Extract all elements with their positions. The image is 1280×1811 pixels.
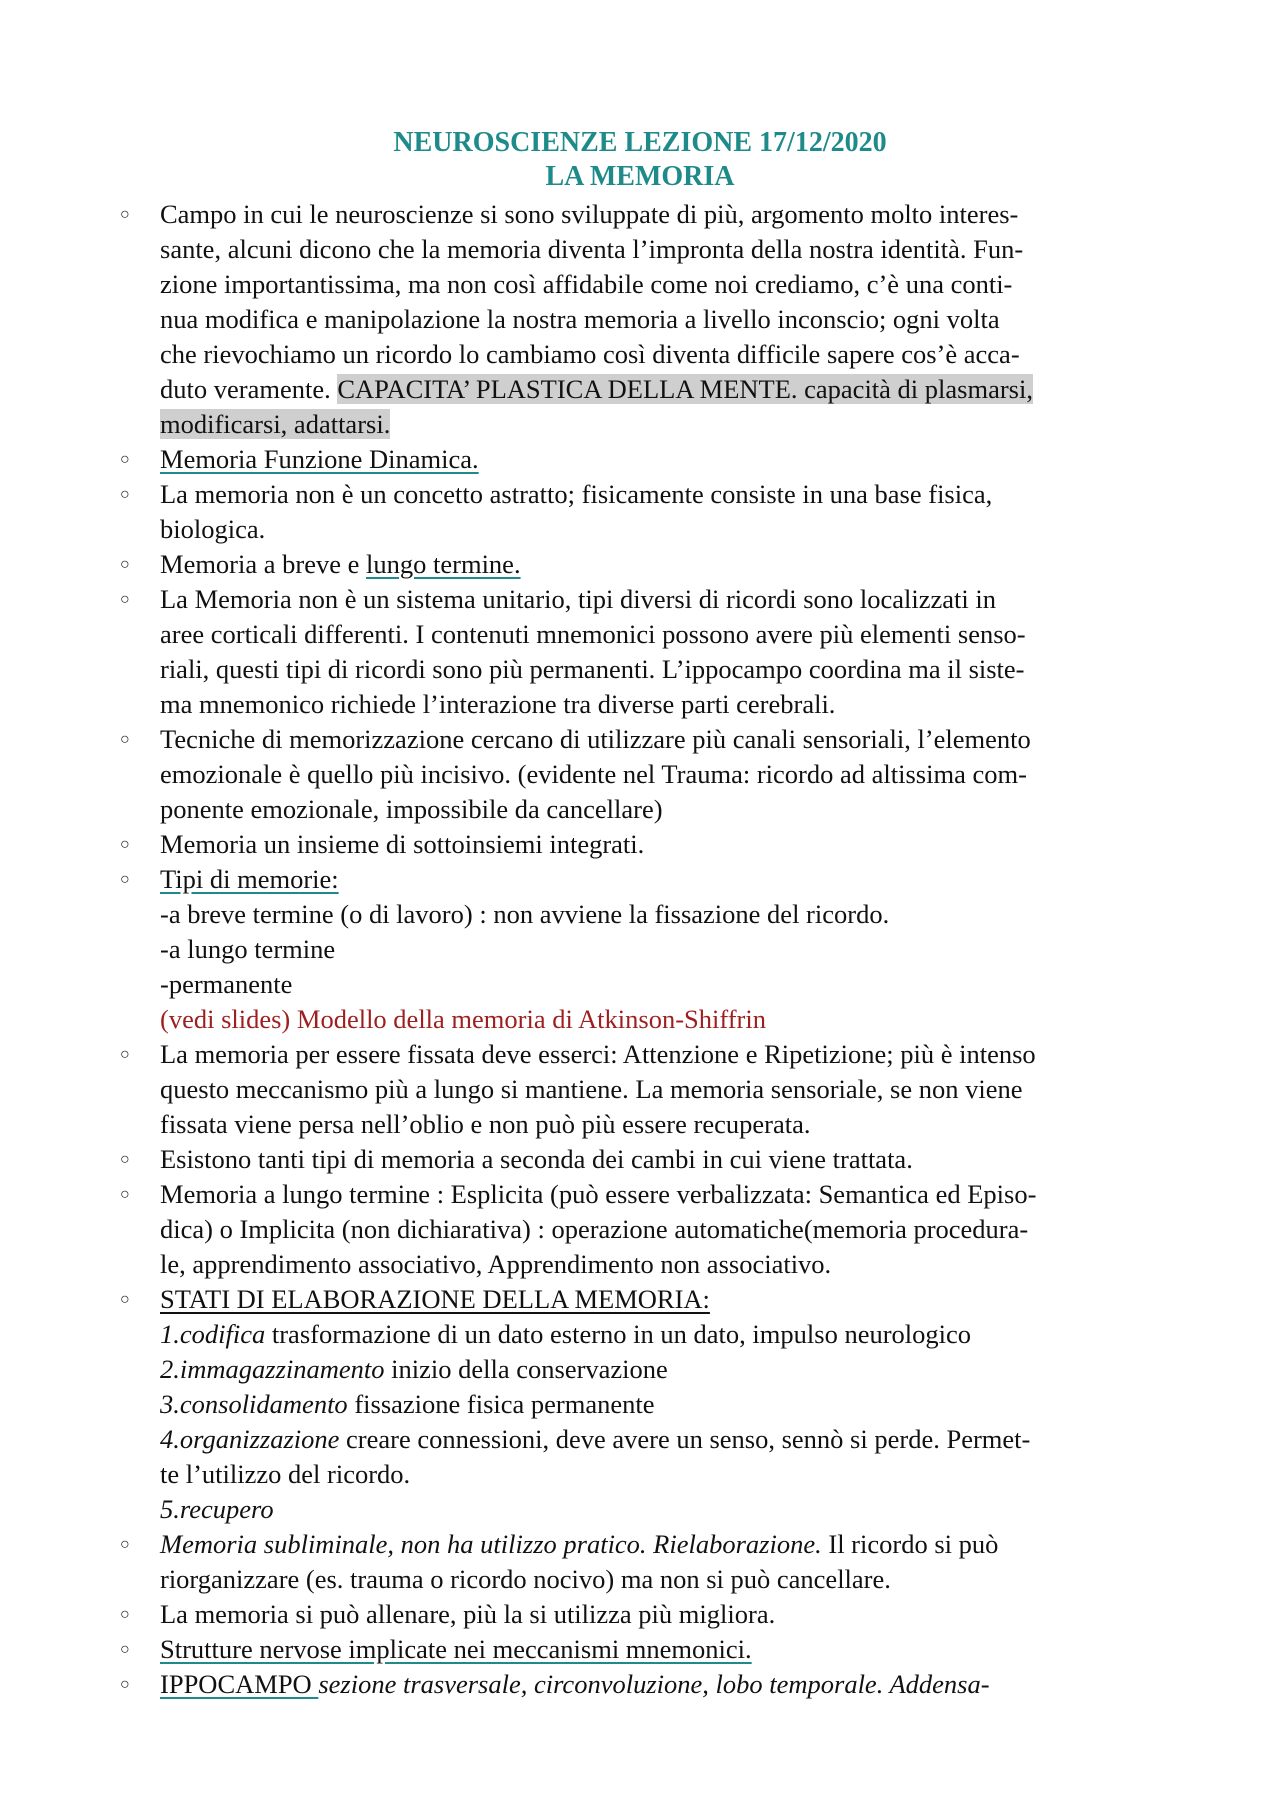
text-line [160,1422,1160,1457]
text-line [160,1352,1160,1387]
text-line [160,1667,1160,1702]
text-line [160,1282,1160,1317]
circle-bullet-icon: ○ [120,1291,130,1308]
circle-bullet-icon: ○ [120,836,130,853]
list-item [0,862,1160,1037]
italic-term: 3.consolidamento [160,1389,348,1419]
text-line [160,407,1160,442]
circle-bullet-icon: ○ [120,556,130,573]
underlined-heading: IPPOCAMPO [160,1669,319,1699]
list-item [0,1282,1160,1527]
text-line [160,1527,1160,1562]
text-fragment: creare connessioni, deve avere un senso, sennò si perde. Permet- [339,1424,1031,1454]
list-item [0,1632,1160,1667]
text-line [160,372,1160,407]
circle-bullet-icon: ○ [120,731,130,748]
text-line: Memoria un insieme di sottoinsiemi integrati. [160,829,645,859]
list-item [0,547,1160,582]
circle-bullet-icon: ○ [120,1536,130,1553]
text-line: Tecniche di memorizzazione cercano di utilizzare più canali sensoriali, l’elemento [160,724,1031,754]
text-fragment: trasformazione di un dato esterno in un dato, impulso neurologico [265,1319,972,1349]
page-subtitle: LA MEMORIA [545,161,735,192]
text-line: Esistono tanti tipi di memoria a seconda dei cambi in cui viene trattata. [160,1144,913,1174]
text-fragment: inizio della conservazione [384,1354,668,1384]
circle-bullet-icon: ○ [120,1186,130,1203]
circle-bullet-icon: ○ [120,206,130,223]
highlighted-text: modificarsi, adattarsi. [160,409,391,439]
circle-bullet-icon: ○ [120,1151,130,1168]
text-line: nua modifica e manipolazione la nostra memoria a livello inconscio; ogni volta [160,304,1000,334]
list-item [0,442,1160,477]
circle-bullet-icon: ○ [120,1676,130,1693]
underlined-heading: Tipi di memorie: [160,864,339,894]
text-fragment: Il ricordo si può [821,1529,999,1559]
text-line: emozionale è quello più incisivo. (evidente nel Trauma: ricordo ad altissima com- [160,759,1027,789]
italic-term: 1.codifica [160,1319,266,1349]
list-item [0,1177,1160,1282]
text-line: La memoria si può allenare, più la si utilizza più migliora. [160,1599,776,1629]
text-line: le, apprendimento associativo, Apprendimento non associativo. [160,1249,832,1279]
text-line: dica) o Implicita (non dichiarativa) : operazione automatiche(memoria procedura- [160,1214,1029,1244]
text-fragment: Memoria a breve e [160,549,367,579]
text-line: aree corticali differenti. I contenuti mnemonici possono avere più elementi senso- [160,619,1026,649]
list-item [0,197,1160,442]
text-line: sante, alcuni dicono che la memoria diventa l’impronta della nostra identità. Fun- [160,234,1024,264]
text-line: La memoria non è un concetto astratto; fisicamente consiste in una base fisica, [160,479,993,509]
text-line: La Memoria non è un sistema unitario, tipi diversi di ricordi sono localizzati in [160,584,997,614]
italic-text: sezione trasversale, circonvoluzione, lobo temporale. Addensa- [318,1669,990,1699]
text-line: ponente emozionale, impossibile da cancellare) [160,794,663,824]
text-line: Memoria a lungo termine : Esplicita (può essere verbalizzata: Semantica ed Episo- [160,1179,1037,1209]
list-item [0,1037,1160,1142]
circle-bullet-icon: ○ [120,871,130,888]
text-line: riorganizzare (es. trauma o ricordo nocivo) ma non si può cancellare. [160,1564,891,1594]
italic-term: 5.recupero [160,1494,274,1524]
list-item [0,1142,1160,1177]
text-line: riali, questi tipi di ricordi sono più permanenti. L’ippocampo coordina ma il siste- [160,654,1025,684]
list-item [0,477,1160,547]
text-line: ma mnemonico richiede l’interazione tra diverse parti cerebrali. [160,689,836,719]
text-fragment: duto veramente. [160,374,338,404]
italic-text: Memoria subliminale, non ha utilizzo pratico. Rielaborazione. [160,1529,822,1559]
circle-bullet-icon: ○ [120,486,130,503]
text-line: zione importantissima, ma non così affidabile come noi crediamo, c’è una conti- [160,269,1013,299]
circle-bullet-icon: ○ [120,591,130,608]
list-item [0,722,1160,827]
text-line: che rievochiamo un ricordo lo cambiamo così diventa difficile sapere cos’è acca- [160,339,1020,369]
underlined-heading: Memoria Funzione Dinamica. [160,444,479,474]
notes-list [0,197,1280,1702]
text-line [160,1387,1160,1422]
text-line: -a breve termine (o di lavoro) : non avviene la fissazione del ricordo. [160,899,890,929]
red-note-line: (vedi slides) Modello della memoria di Atkinson-Shiffrin [160,1004,766,1034]
list-item [0,1527,1160,1597]
text-line: biologica. [160,514,266,544]
text-line [160,547,1160,582]
text-line [160,442,1160,477]
page-title: NEUROSCIENZE LEZIONE 17/12/2020 [393,127,887,158]
underlined-heading: Strutture nervose implicate nei meccanismi mnemonici. [160,1634,752,1664]
circle-bullet-icon: ○ [120,1641,130,1658]
list-item [0,1667,1160,1702]
circle-bullet-icon: ○ [120,451,130,468]
text-line [160,1317,1160,1352]
text-line: -a lungo termine [160,934,336,964]
text-line: questo meccanismo più a lungo si mantiene. La memoria sensoriale, se non viene [160,1074,1023,1104]
underlined-heading: STATI DI ELABORAZIONE DELLA MEMORIA: [160,1284,710,1314]
text-line: -permanente [160,969,293,999]
text-line [160,1492,1160,1527]
text-fragment: fissazione fisica permanente [347,1389,655,1419]
text-line: te l’utilizzo del ricordo. [160,1459,411,1489]
list-item [0,827,1160,862]
circle-bullet-icon: ○ [120,1046,130,1063]
circle-bullet-icon: ○ [120,1606,130,1623]
italic-term: 4.organizzazione [160,1424,340,1454]
text-line [160,1632,1160,1667]
text-line: Campo in cui le neuroscienze si sono sviluppate di più, argomento molto interes- [160,199,1019,229]
highlighted-text: CAPACITA’ PLASTICA DELLA MENTE. capacità di plasmarsi, [337,374,1033,404]
list-item [0,582,1160,722]
list-item [0,1597,1160,1632]
text-line [160,862,1160,897]
italic-term: 2.immagazzinamento [160,1354,385,1384]
underlined-text: lungo termine. [366,549,521,579]
text-line: La memoria per essere fissata deve esserci: Attenzione e Ripetizione; più è intenso [160,1039,1036,1069]
text-line: fissata viene persa nell’oblio e non può più essere recuperata. [160,1109,811,1139]
